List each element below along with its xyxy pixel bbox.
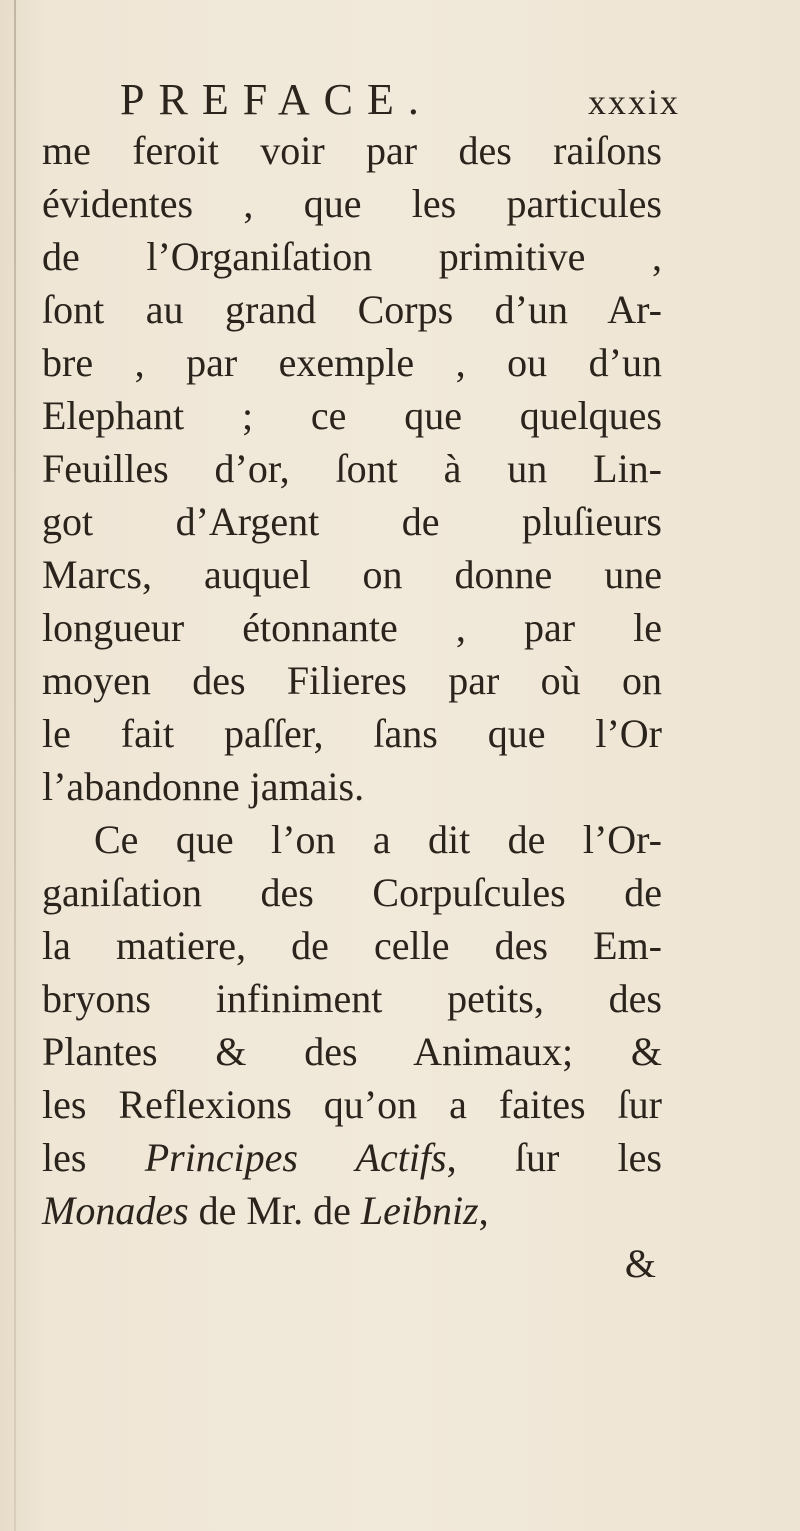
text-line: ganiſation des Corpuſcules de bbox=[42, 870, 662, 915]
text-line: Feuilles d’or, ſont à un Lin- bbox=[42, 446, 662, 491]
paragraph-start-line: Ce que l’on a dit de l’Or- bbox=[94, 817, 662, 862]
text-line: les Reflexions qu’on a faites ſur bbox=[42, 1082, 662, 1127]
text-line bbox=[42, 1184, 662, 1237]
text-line: Plantes & des Animaux; & bbox=[42, 1029, 662, 1074]
text-line: le fait paſſer, ſans que l’Or bbox=[42, 711, 662, 756]
text-line: de l’Organiſation primitive , bbox=[42, 234, 662, 279]
page-number: xxxix bbox=[587, 82, 680, 122]
text-line: longueur étonnante , par le bbox=[42, 605, 662, 650]
text-line: bre , par exemple , ou d’un bbox=[42, 340, 662, 385]
text-line: Marcs, auquel on donne une bbox=[42, 552, 662, 597]
text-line: évidentes , que les particules bbox=[42, 181, 662, 226]
italic-term: Principes Actifs bbox=[144, 1135, 447, 1180]
text-line: ſont au grand Corps d’un Ar- bbox=[42, 287, 662, 332]
line-segment: les bbox=[42, 1135, 145, 1180]
text-line: got d’Argent de pluſieurs bbox=[42, 499, 662, 544]
text-line: bryons infiniment petits, des bbox=[42, 976, 662, 1021]
body-text bbox=[42, 124, 662, 1290]
text-line: moyen des Filieres par où on bbox=[42, 658, 662, 703]
italic-term: Leibniz bbox=[360, 1188, 479, 1233]
text-line: me feroit voir par des raiſons bbox=[42, 128, 662, 173]
line-segment: de Mr. de bbox=[188, 1188, 361, 1233]
line-segment: , ſur les bbox=[446, 1135, 662, 1180]
running-head bbox=[120, 74, 680, 124]
paragraph-end-line: l’abandonne jamais. bbox=[42, 764, 365, 809]
text-line: la matiere, de celle des Em- bbox=[42, 923, 662, 968]
catchword: & bbox=[624, 1241, 656, 1286]
italic-term: Monades bbox=[42, 1188, 189, 1233]
line-segment: , bbox=[478, 1188, 489, 1233]
text-line bbox=[42, 1131, 662, 1184]
gutter-shadow bbox=[14, 0, 16, 1531]
running-title: PREFACE. bbox=[120, 75, 433, 124]
text-line: Elephant ; ce que quelques bbox=[42, 393, 662, 438]
